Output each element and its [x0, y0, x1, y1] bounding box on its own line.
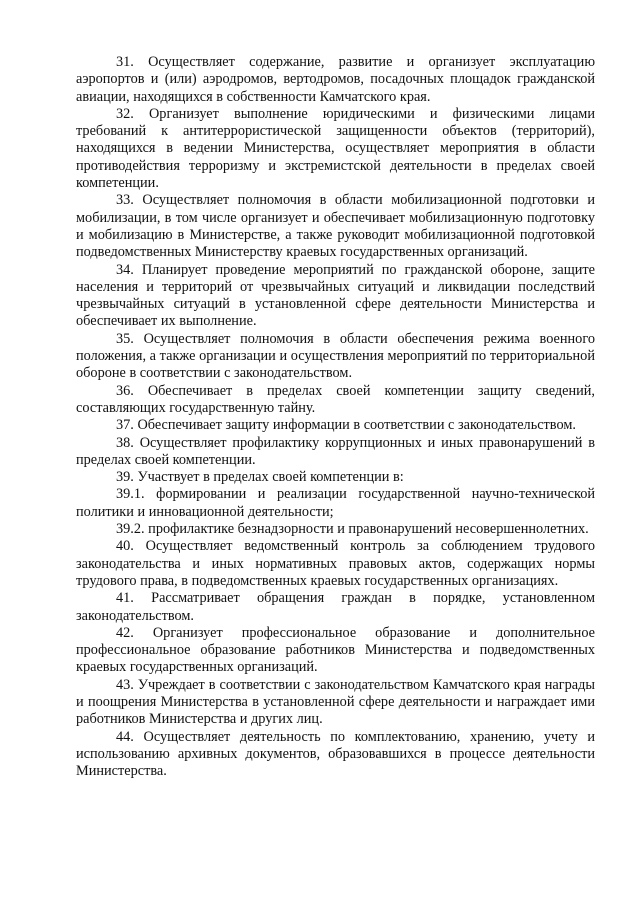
- paragraph-37: 37. Обеспечивает защиту информации в соответствии с законодательством.: [116, 417, 576, 434]
- paragraph-35: 35. Осуществляет полномочия в области обеспечения режима военного положения, а также организации и осуществления мероприятий по территориальной обороне в соответствии с законодательством.: [76, 330, 595, 382]
- paragraph-42: 42. Организует профессиональное образование и дополнительное профессиональное образование работников Министерства и подведомственных краевых государственных организаций.: [76, 624, 595, 676]
- paragraph-40: 40. Осуществляет ведомственный контроль за соблюдением трудового законодательства и иных нормативных правовых актов, содержащих нормы трудового права, в подведомственных краевых государственных организациях.: [76, 538, 595, 589]
- paragraph-39-2: 39.2. профилактике безнадзорности и правонарушений несовершеннолетних.: [116, 521, 589, 538]
- paragraph-39: 39. Участвует в пределах своей компетенции в:: [116, 469, 404, 486]
- paragraph-32: 32. Организует выполнение юридическими и физическими лицами требований к антитеррористической защищенности объектов (территорий), находящихся в ведении Министерства, осуществляет мероприятия в области противодействия терроризму и экстремистской деятельности в пределах своей компетенции.: [76, 105, 595, 192]
- paragraph-33: 33. Осуществляет полномочия в области мобилизационной подготовки и мобилизации, в том числе организует и обеспечивает мобилизационную подготовку и мобилизацию в Министерстве, а также руководит мобилизационной подготовкой подведомственных Министерству краевых государственных организаций.: [76, 192, 595, 261]
- paragraph-34: 34. Планирует проведение мероприятий по гражданской обороне, защите населения и территорий от чрезвычайных ситуаций и ликвидации последствий чрезвычайных ситуаций в установленной сфере деятельности Министерства и обеспечивает их выполнение.: [76, 261, 595, 330]
- paragraph-38: 38. Осуществляет профилактику коррупционных и иных правонарушений в пределах своей компетенции.: [76, 434, 595, 468]
- paragraph-43: 43. Учреждает в соответствии с законодательством Камчатского края награды и поощрения Министерства в установленной сфере деятельности и награждает ими работников Министерства и других лиц.: [76, 676, 595, 728]
- paragraph-39-1: 39.1. формировании и реализации государственной научно-технической политики и инновационной деятельности;: [76, 486, 595, 520]
- document-page: [76, 54, 595, 780]
- paragraph-41: 41. Рассматривает обращения граждан в порядке, установленном законодательством.: [76, 590, 595, 624]
- paragraph-31: 31. Осуществляет содержание, развитие и организует эксплуатацию аэропортов и (или) аэродромов, вертодромов, посадочных площадок гражданской авиации, находящихся в собственности Камчатского края.: [76, 54, 595, 105]
- paragraph-44: 44. Осуществляет деятельность по комплектованию, хранению, учету и использованию архивных документов, образовавшихся в процессе деятельности Министерства.: [76, 728, 595, 780]
- paragraph-36: 36. Обеспечивает в пределах своей компетенции защиту сведений, составляющих государственную тайну.: [76, 382, 595, 416]
